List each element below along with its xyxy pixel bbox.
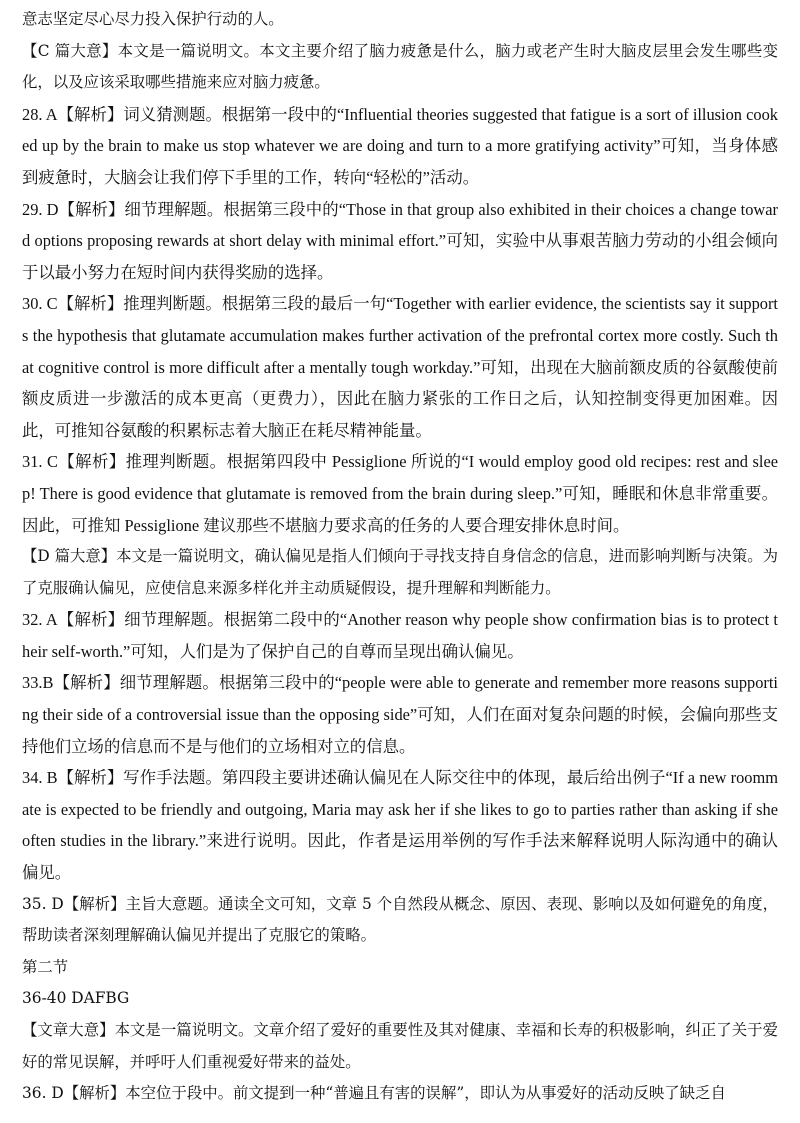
- passage-c-summary: 【C 篇大意】本文是一篇说明文。本文主要介绍了脑力疲惫是什么，脑力或老产生时大脑皮层里会发生哪些变化，以及应该采取哪些措施来应对脑力疲惫。: [22, 41, 778, 92]
- answer-36: 36. D【解析】本空位于段中。前文提到一种“普遍且有害的误解”，即认为从事爱好的活动反映了缺乏自: [22, 1084, 726, 1103]
- answer-32: 32. A【解析】细节理解题。根据第二段中的“Another reason why people show confirmation bias is to protect their self-worth.”可知，人们是为了保护自己的自尊而呈现出确认偏见。: [22, 610, 778, 661]
- answer-30: 30. C【解析】推理判断题。根据第三段的最后一句“Together with earlier evidence, the scientists say it supports the hypothesis that glutamate accumulation makes further activation of the prefrontal cortex more costly. Such that cognitive control is more difficult after a mentally tough workday.”可知，出现在大脑前额皮质的谷氨酸使前额皮质进一步激活的成本更高（更费力），因此在脑力紧张的工作日之后，认知控制变得更加困难。因此，可推知谷氨酸的积累标志着大脑正在耗尽精神能量。: [22, 294, 778, 440]
- answer-28: 28. A【解析】词义猜测题。根据第一段中的“Influential theories suggested that fatigue is a sort of illusion cooked up by the brain to make us stop whatever we are doing and turn to a more gratifying activity”可知，当身体感到疲惫时，大脑会让我们停下手里的工作，转向“轻松的”活动。: [22, 104, 778, 187]
- answer-33: 33.B【解析】细节理解题。根据第三段中的“people were able to generate and remember more reasons supporting their side of a controversial issue than the opposing side”可知，人们在面对复杂问题的时候，会偏向那些支持他们立场的信息而不是与他们的立场相对立的信息。: [22, 673, 778, 756]
- paragraph-continuation: 意志坚定尽心尽力投入保护行动的人。: [22, 10, 284, 28]
- article-summary: 【文章大意】本文是一篇说明文。文章介绍了爱好的重要性及其对健康、幸福和长寿的积极影响，纠正了关于爱好的常见误解，并呼吁人们重视爱好带来的益处。: [22, 1021, 778, 1071]
- answer-29: 29. D【解析】细节理解题。根据第三段中的“Those in that group also exhibited in their choices a change toward options proposing rewards at short delay with minimal effort.”可知，实验中从事艰苦脑力劳动的小组会倾向于以最小努力在短时间内获得奖励的选择。: [22, 199, 778, 282]
- answer-35: 35. D【解析】主旨大意题。通读全文可知，文章 5 个自然段从概念、原因、表现、影响以及如何避免的角度，帮助读者深刻理解确认偏见并提出了克服它的策略。: [22, 894, 778, 945]
- section-heading: 第二节: [22, 957, 69, 976]
- answer-34: 34. B【解析】写作手法题。第四段主要讲述确认偏见在人际交往中的体现，最后给出例子“If a new roommate is expected to be friendly and outgoing, Maria may ask her if she likes to go to parties rather than asking if she often studies in the library.”来进行说明。因此，作者是运用举例的写作手法来解释说明人际沟通中的确认偏见。: [22, 768, 778, 883]
- passage-d-summary: 【D 篇大意】本文是一篇说明文，确认偏见是指人们倾向于寻找支持自身信念的信息，进而影响判断与决策。为了克服确认偏见，应使信息来源多样化并主动质疑假设，提升理解和判断能力。: [22, 547, 778, 597]
- answer-31: 31. C【解析】推理判断题。根据第四段中 Pessiglione 所说的“I would employ good old recipes: rest and sleep! There is good evidence that glutamate is removed from the brain during sleep.”可知，睡眠和休息非常重要。因此，可推知 Pessiglione 建议那些不堪脑力要求高的任务的人要合理安排休息时间。: [22, 452, 778, 535]
- answers-36-40: 36-40 DAFBG: [22, 989, 130, 1008]
